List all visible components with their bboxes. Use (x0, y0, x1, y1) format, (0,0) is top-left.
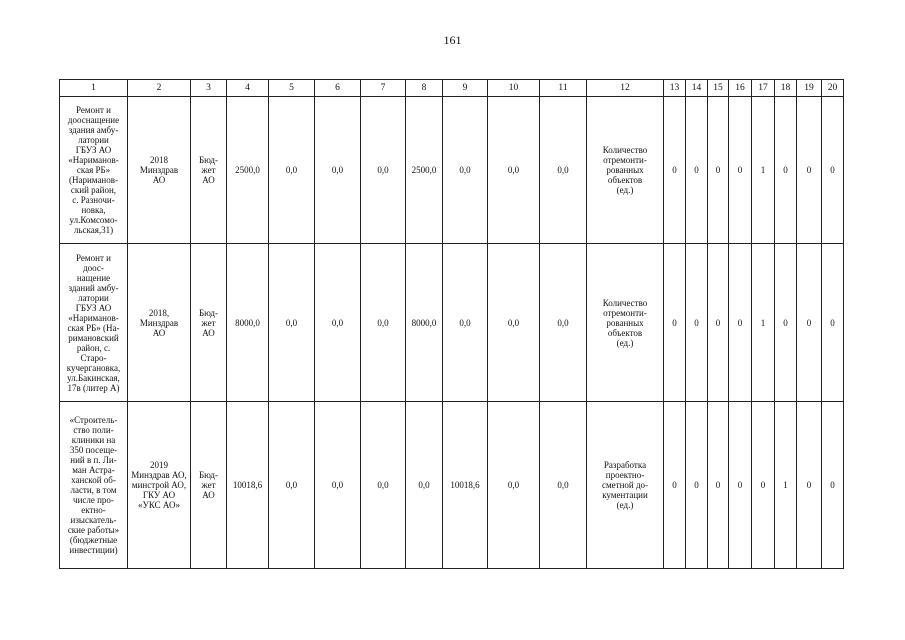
value-cell: 0,0 (269, 97, 315, 244)
column-header: 14 (686, 80, 708, 97)
value-cell: 1 (775, 402, 797, 569)
value-cell: 10018,6 (443, 402, 488, 569)
value-cell: 0 (708, 402, 729, 569)
year-responsible: 2018, Минздрав АО (128, 244, 191, 402)
value-cell: 0 (775, 244, 797, 402)
column-header: 19 (797, 80, 822, 97)
value-cell: 0,0 (315, 97, 361, 244)
funding-source: Бюд- жет АО (191, 97, 227, 244)
value-cell: 0,0 (269, 244, 315, 402)
value-cell: 0 (686, 402, 708, 569)
value-cell: 8000,0 (406, 244, 443, 402)
table-row (60, 97, 844, 244)
value-cell: 10018,6 (227, 402, 269, 569)
funding-source: Бюд- жет АО (191, 402, 227, 569)
value-cell: 0 (797, 97, 822, 244)
value-cell: 0,0 (488, 97, 540, 244)
value-cell: 0 (708, 97, 729, 244)
page-number: 161 (443, 33, 462, 47)
column-header: 8 (406, 80, 443, 97)
value-cell: 0,0 (443, 244, 488, 402)
measure-name: Ремонт и дооснащение здания амбу- латории ГБУЗ АО «Нариманов- ская РБ» (Нариманов- ский район, с. Разночи- новка, ул.Комсомо- льская,31) (60, 97, 128, 244)
value-cell: 0,0 (540, 402, 587, 569)
column-header: 15 (708, 80, 729, 97)
value-cell: 0 (664, 244, 686, 402)
column-header: 5 (269, 80, 315, 97)
column-header: 17 (752, 80, 775, 97)
table-row (60, 244, 844, 402)
value-cell: 0,0 (443, 97, 488, 244)
year-responsible: 2019 Минздрав АО, минстрой АО, ГКУ АО «УКС АО» (128, 402, 191, 569)
value-cell: 0 (797, 244, 822, 402)
indicator-cell: Количество отремонти- рованных объектов (ед.) (587, 244, 664, 402)
value-cell: 0 (797, 402, 822, 569)
value-cell: 0,0 (406, 402, 443, 569)
value-cell: 0,0 (315, 244, 361, 402)
column-header: 1 (60, 80, 128, 97)
value-cell: 0,0 (540, 97, 587, 244)
column-header: 2 (128, 80, 191, 97)
value-cell: 0 (752, 402, 775, 569)
value-cell: 0 (729, 244, 752, 402)
column-header: 10 (488, 80, 540, 97)
column-header: 3 (191, 80, 227, 97)
measure-name: Ремонт и доос- нащение зданий амбу- латории ГБУЗ АО «Нариманов- ская РБ» (На- римановский район, с. Старо- кучергановка, ул.Бакинская, 17в (литер А) (60, 244, 128, 402)
funding-source: Бюд- жет АО (191, 244, 227, 402)
column-header: 6 (315, 80, 361, 97)
year-responsible: 2018 Минздрав АО (128, 97, 191, 244)
column-header: 12 (587, 80, 664, 97)
column-header: 16 (729, 80, 752, 97)
value-cell: 8000,0 (227, 244, 269, 402)
value-cell: 0,0 (488, 402, 540, 569)
value-cell: 0 (664, 402, 686, 569)
value-cell: 0 (729, 402, 752, 569)
value-cell: 0,0 (315, 402, 361, 569)
value-cell: 0 (686, 244, 708, 402)
column-header: 13 (664, 80, 686, 97)
value-cell: 0 (686, 97, 708, 244)
column-header: 20 (822, 80, 844, 97)
column-header: 18 (775, 80, 797, 97)
indicator-cell: Количество отремонти- рованных объектов (ед.) (587, 97, 664, 244)
table-row (60, 402, 844, 569)
column-header: 11 (540, 80, 587, 97)
value-cell: 1 (752, 244, 775, 402)
value-cell: 0 (775, 97, 797, 244)
value-cell: 0,0 (269, 402, 315, 569)
program-table (59, 79, 844, 569)
value-cell: 0,0 (361, 97, 406, 244)
value-cell: 0,0 (361, 402, 406, 569)
column-header: 9 (443, 80, 488, 97)
column-number-row (60, 80, 844, 97)
column-header: 7 (361, 80, 406, 97)
value-cell: 1 (752, 97, 775, 244)
value-cell: 0 (822, 244, 844, 402)
value-cell: 0,0 (540, 244, 587, 402)
value-cell: 0 (664, 97, 686, 244)
value-cell: 0 (822, 402, 844, 569)
measure-name: «Строитель- ство поли- клиники на 350 посеще- ний в п. Ли- ман Астра- ханской об- ласти, в том числе про- ектно- изыскатель- ские работы» (бюджетные инвестиции) (60, 402, 128, 569)
indicator-cell: Разработка проектно- сметной до- кументации (ед.) (587, 402, 664, 569)
value-cell: 2500,0 (227, 97, 269, 244)
value-cell: 2500,0 (406, 97, 443, 244)
value-cell: 0 (708, 244, 729, 402)
column-header: 4 (227, 80, 269, 97)
value-cell: 0,0 (361, 244, 406, 402)
value-cell: 0 (822, 97, 844, 244)
value-cell: 0,0 (488, 244, 540, 402)
value-cell: 0 (729, 97, 752, 244)
